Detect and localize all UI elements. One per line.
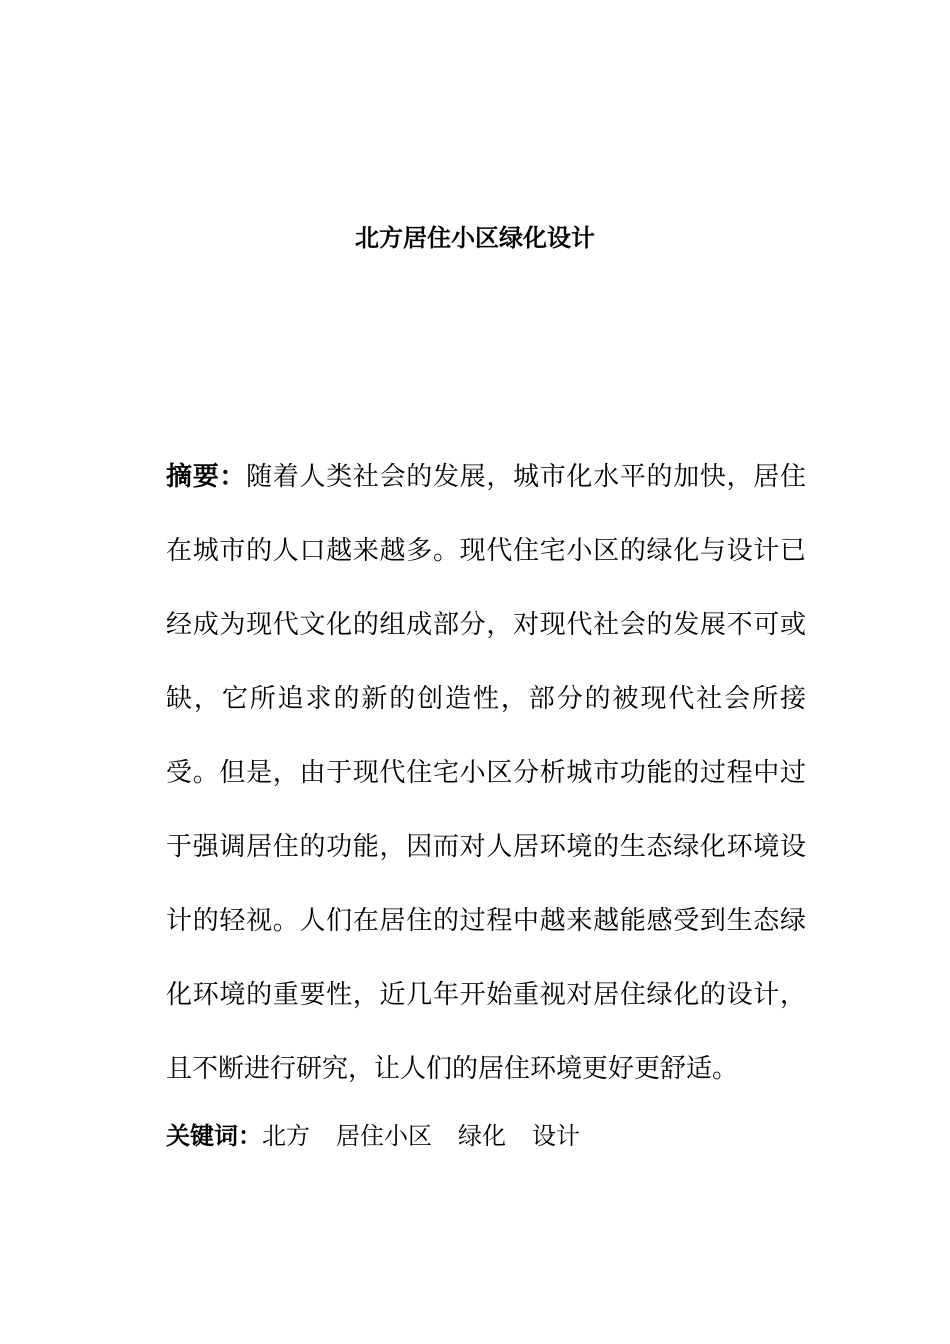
keywords-line <box>166 1118 806 1154</box>
keywords-label: 关键词： <box>166 1122 262 1150</box>
abstract-paragraph <box>166 440 806 1106</box>
keyword-item: 居住小区 <box>336 1122 432 1150</box>
keyword-item: 设计 <box>532 1122 580 1150</box>
document-title: 北方居住小区绿化设计 <box>355 224 595 252</box>
keyword-item: 北方 <box>262 1122 310 1150</box>
abstract-label: 摘要： <box>166 462 247 492</box>
keyword-item: 绿化 <box>458 1122 506 1150</box>
abstract-text: 随着人类社会的发展，城市化水平的加快，居住在城市的人口越来越多。现代住宅小区的绿化与设计已经成为现代文化的组成部分，对现代社会的发展不可或缺，它所追求的新的创造性，部分的被现代社会所接受。但是，由于现代住宅小区分析城市功能的过程中过于强调居住的功能，因而对人居环境的生态绿化环境设计的轻视。人们在居住的过程中越来越能感受到生态绿化环境的重要性，近几年开始重视对居住绿化的设计，且不断进行研究，让人们的居住环境更好更舒适。 <box>166 462 806 1084</box>
